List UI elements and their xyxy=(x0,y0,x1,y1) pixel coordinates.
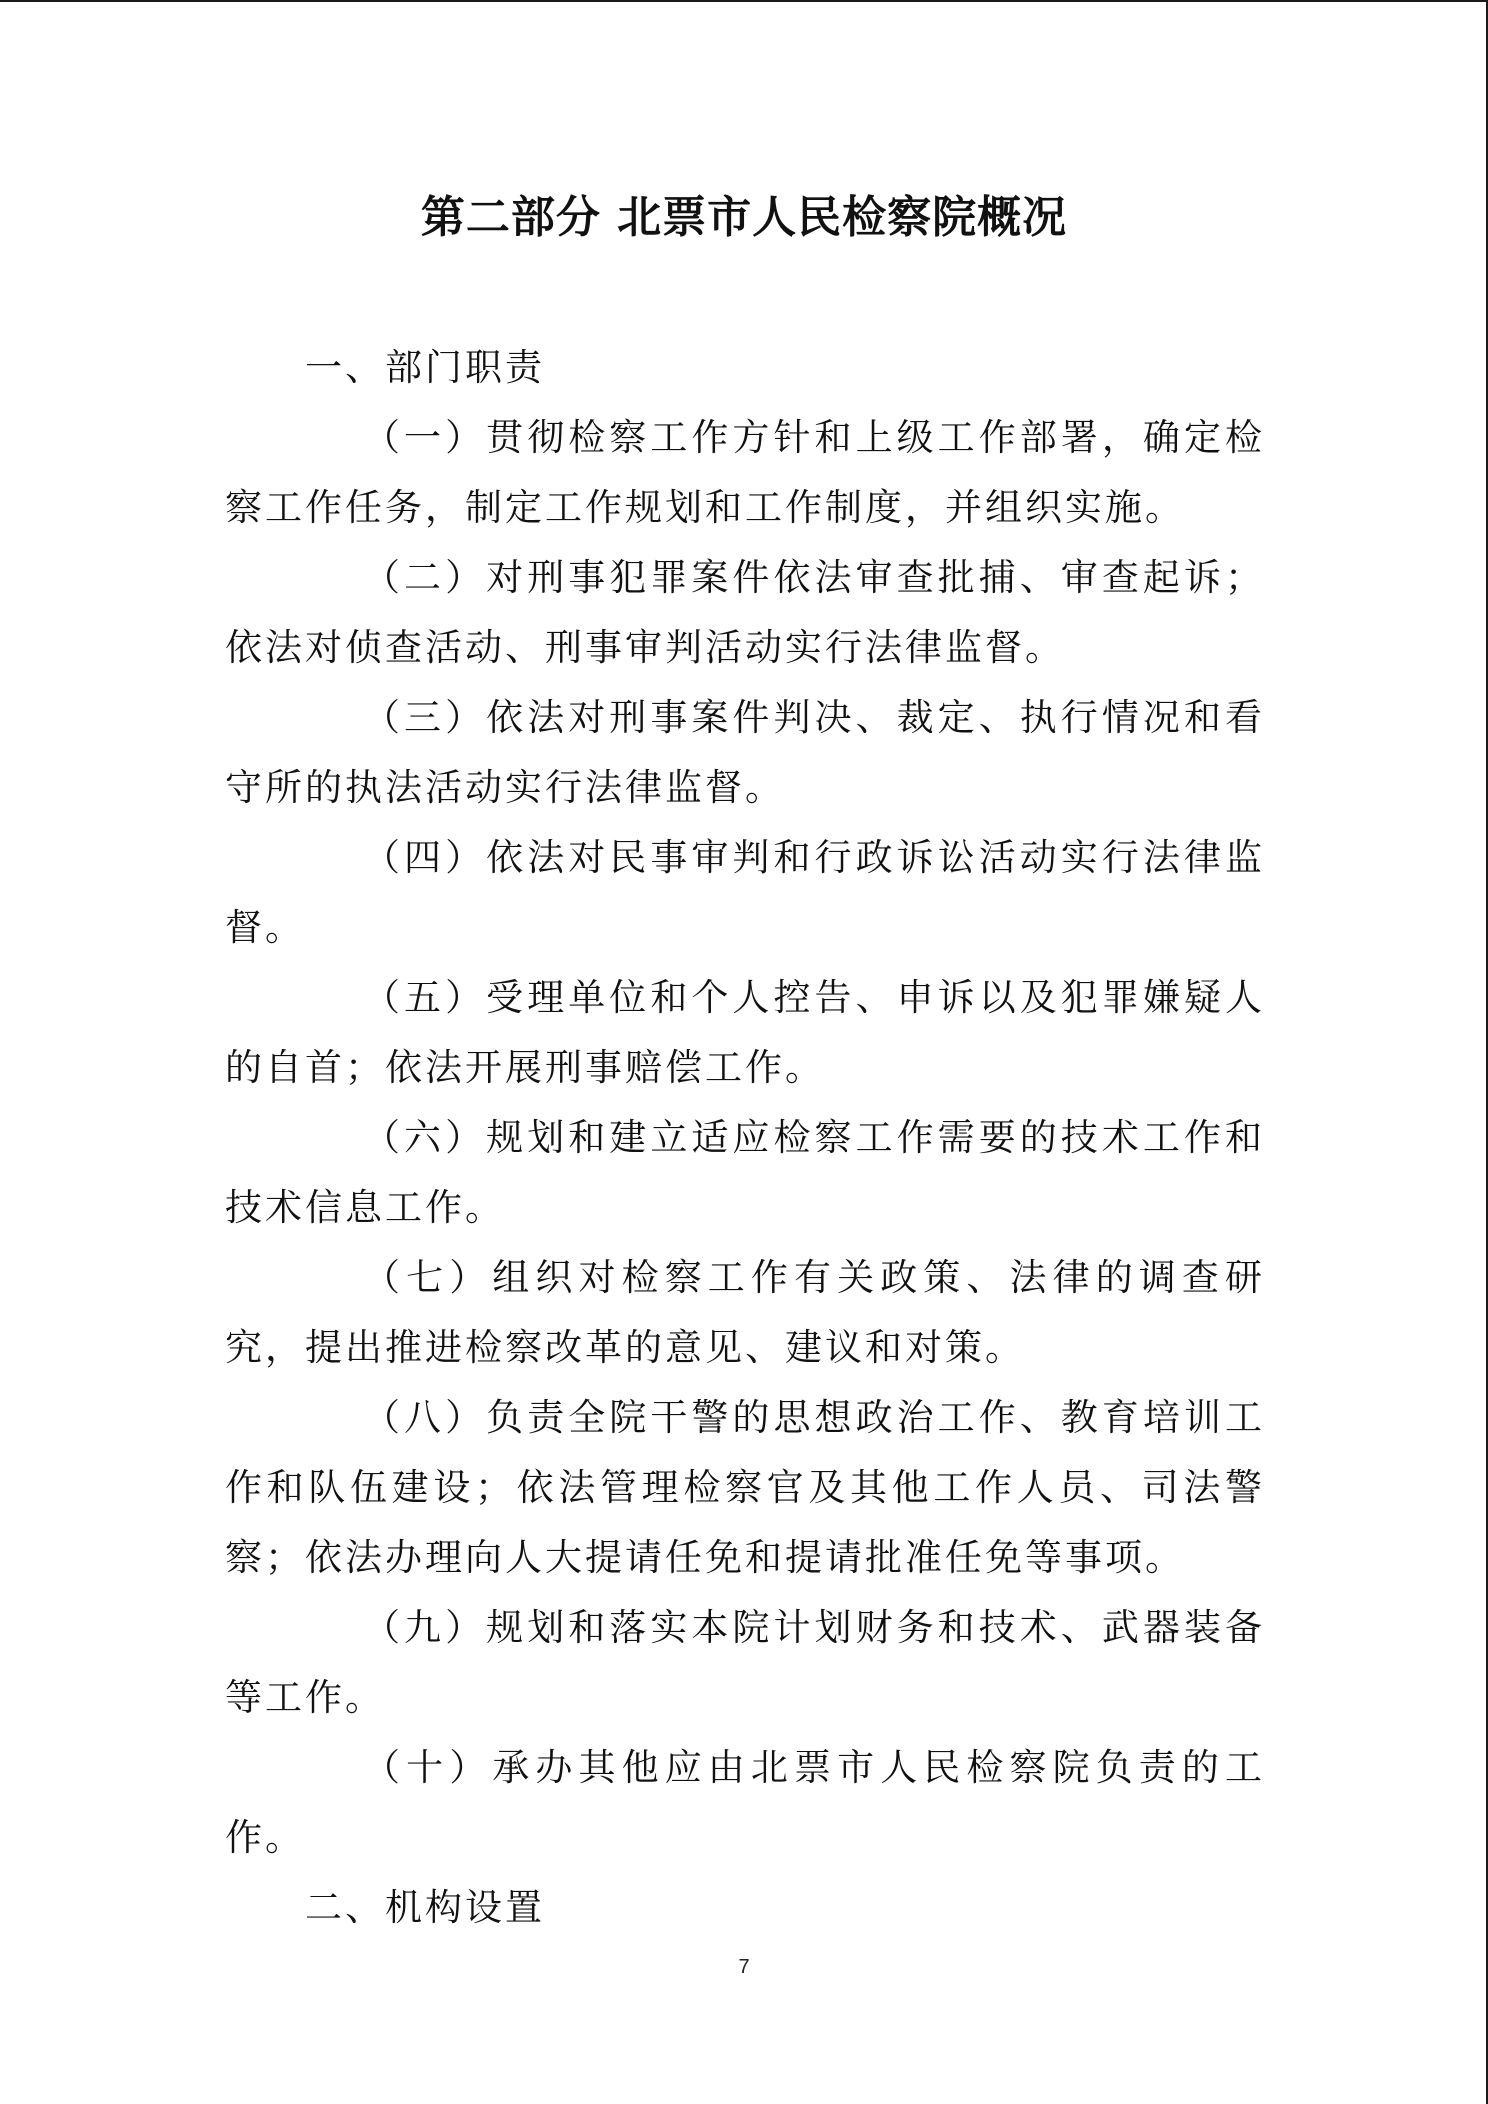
duty-item-8: （八）负责全院干警的思想政治工作、教育培训工作和队伍建设；依法管理检察官及其他工作人员、司法警察；依法办理向人大提请任免和提请批准任免等事项。 xyxy=(225,1396,1265,1579)
duty-item-7: （七）组织对检察工作有关政策、法律的调查研究，提出推进检察改革的意见、建议和对策。 xyxy=(225,1256,1265,1369)
duty-item-9: （九）规划和落实本院计划财务和技术、武器装备等工作。 xyxy=(225,1606,1265,1719)
top-border-line xyxy=(0,0,1488,2)
duty-item-6: （六）规划和建立适应检察工作需要的技术工作和技术信息工作。 xyxy=(225,1116,1265,1229)
duty-item-1: （一）贯彻检察工作方针和上级工作部署，确定检察工作任务，制定工作规划和工作制度，并组织实施。 xyxy=(225,416,1265,529)
section-heading-responsibilities: 一、部门职责 xyxy=(305,346,545,389)
document-body xyxy=(225,333,1265,1943)
duty-item-5: （五）受理单位和个人控告、申诉以及犯罪嫌疑人的自首；依法开展刑事赔偿工作。 xyxy=(225,976,1265,1089)
duty-item-2: （二）对刑事犯罪案件依法审查批捕、审查起诉；依法对侦查活动、刑事审判活动实行法律监督。 xyxy=(225,556,1265,669)
duty-item-3: （三）依法对刑事案件判决、裁定、执行情况和看守所的执法活动实行法律监督。 xyxy=(225,696,1265,809)
duty-item-10: （十）承办其他应由北票市人民检察院负责的工作。 xyxy=(225,1746,1265,1859)
section-heading-organization: 二、机构设置 xyxy=(305,1886,545,1929)
duty-item-4: （四）依法对民事审判和行政诉讼活动实行法律监督。 xyxy=(225,836,1265,949)
page-number: 7 xyxy=(738,1956,750,1978)
page-title: 第二部分 北票市人民检察院概况 xyxy=(420,192,1068,243)
